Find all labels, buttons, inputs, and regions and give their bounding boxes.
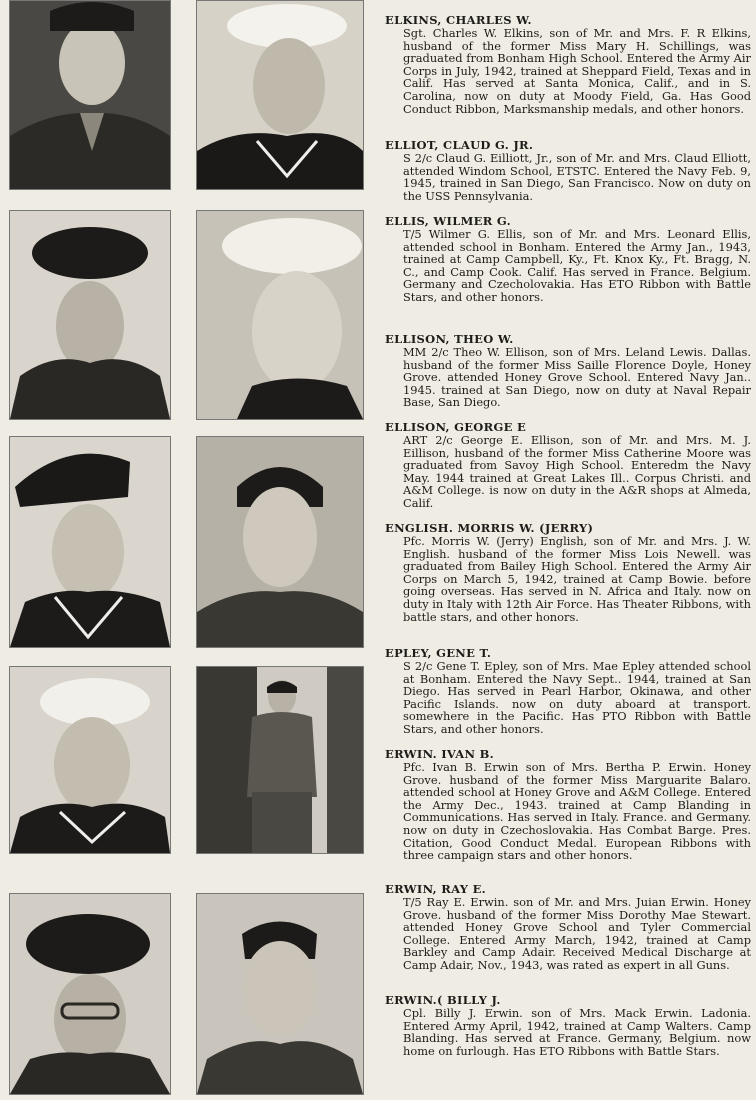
bio-text: S 2/c Claud G. Eilliott, Jr., son of Mr. and Mrs. Claud Elliott, attended Windom School, ETSTC. Entered the Navy Feb. 9, 1945, trained in San Diego, San Francisco. Now on duty on the USS Pennsylvania. (403, 151, 751, 203)
bio-name: ENGLISH. MORRIS W. (JERRY) (385, 521, 594, 535)
portrait-photo-ellison-george (9, 436, 171, 648)
bio-text: T/5 Ray E. Erwin. son of Mr. and Mrs. Juian Erwin. Honey Grove. husband of the former Miss Dorothy Mae Stewart. attended Honey Grove School and Tyler Commercial College. Entered Army March, 1942, trained at Camp Barkley and Camp Adair. Received Medical Discharge at Camp Adair, Nov., 1943, was rated as expert in all Guns. (403, 895, 751, 972)
portrait-photo-ellis (9, 210, 171, 420)
portrait-image (10, 894, 170, 1094)
bio-name: ELLIOT, CLAUD G. JR. (385, 138, 534, 152)
biographies-column (385, 10, 751, 1095)
bio-entry (385, 522, 751, 623)
portrait-image (197, 667, 363, 853)
portrait-photo-erwin-ivan (196, 666, 364, 854)
bio-name: ERWIN, RAY E. (385, 882, 486, 896)
bio-entry (385, 333, 751, 409)
portrait-photo-erwin-ray (9, 893, 171, 1095)
bio-text: S 2/c Gene T. Epley, son of Mrs. Mae Epley attended school at Bonham. Entered the Navy Sept.. 1944, trained at San Diego. Has served in Pearl Harbor, Okinawa, and other Pacific Islands. now on duty aboard at transport. somewhere in the Pacific. Has PTO Ribbon with Battle Stars, and other honors. (403, 659, 751, 736)
portrait-image (10, 437, 170, 647)
bio-entry (385, 14, 751, 115)
bio-name: ERWIN. IVAN B. (385, 747, 494, 761)
bio-text: Sgt. Charles W. Elkins, son of Mr. and Mrs. F. R Elkins, husband of the former Miss Mary H. Schillings, was graduated from Bonham High School. Entered the Army Air Corps in July, 1942, trained at Sheppard Field, Texas and in Calif. Has served at Santa Monica, Calif., and in S. Carolina, now on duty at Moody Field, Ga. Has Good Conduct Ribbon, Marksmanship medals, and other honors. (403, 26, 751, 116)
bio-text: Pfc. Morris W. (Jerry) English, son of Mr. and Mrs. J. W. English. husband of the former Miss Lois Newell. was graduated from Bailey High School. Entered the Army Air Corps on March 5, 1942, trained at Camp Bowie. before going overseas. Has served in N. Africa and Italy. now on duty in Italy with 12th Air Force. Has Theater Ribbons, with battle stars, and other honors. (403, 534, 751, 624)
bio-text: Cpl. Billy J. Erwin. son of Mrs. Mack Erwin. Ladonia. Entered Army April, 1942, trained at Camp Walters. Camp Blanding. Has served at France. Germany, Belgium. now home on furlough. Has ETO Ribbons with Battle Stars. (403, 1006, 751, 1058)
bio-name: ELKINS, CHARLES W. (385, 13, 532, 27)
bio-text: T/5 Wilmer G. Ellis, son of Mr. and Mrs. Leonard Ellis, attended school in Bonham. Entered the Army Jan., 1943, trained at Camp Campbell, Ky., Ft. Knox Ky., Ft. Bragg, N. C., and Camp Cook. Calif. Has served in France. Belgium. Germany and Czecholovakia. Has ETO Ribbon with Battle Stars, and other honors. (403, 227, 751, 304)
portrait-image (197, 211, 363, 419)
bio-name: EPLEY, GENE T. (385, 646, 492, 660)
bio-entry (385, 215, 751, 304)
portrait-photo-english (196, 436, 364, 648)
portrait-photo-epley (9, 666, 171, 854)
bio-entry (385, 139, 751, 202)
bio-name: ERWIN.( BILLY J. (385, 993, 501, 1007)
bio-name: ELLISON, THEO W. (385, 332, 514, 346)
portrait-photo-elkins (9, 0, 171, 190)
bio-entry (385, 883, 751, 972)
bio-entry (385, 748, 751, 862)
portrait-image (197, 1, 363, 189)
portrait-image (197, 437, 363, 647)
portrait-photo-elliot (196, 0, 364, 190)
portrait-image (197, 894, 363, 1094)
bio-text: Pfc. Ivan B. Erwin son of Mrs. Bertha P. Erwin. Honey Grove. husband of the former Miss Marguarite Balaro. attended school at Honey Grove and A&M College. Entered the Army Dec., 1943. trained at Camp Blanding in Communications. Has served in Italy. France. and Germany. now on duty in Czechoslovakia. Has Combat Barge. Pres. Citation, Good Conduct Medal. European Ribbons with three campaign stars and other honors. (403, 760, 751, 863)
portrait-photo-erwin-billy (196, 893, 364, 1095)
portrait-image (10, 667, 170, 853)
bio-text: ART 2/c George E. Ellison, son of Mr. and Mrs. M. J. Eillison, husband of the former Miss Catherine Moore was graduated from Savoy High School. Enteredm the Navy May. 1944 trained at Great Lakes Ill.. Corpus Christi. and A&M College. is now on duty in the A&R shops at Almeda, Calif. (403, 433, 751, 510)
bio-entry (385, 647, 751, 736)
bio-text: MM 2/c Theo W. Ellison, son of Mrs. Leland Lewis. Dallas. husband of the former Miss Saille Florence Doyle, Honey Grove. attended Honey Grove School. Entered Navy Jan.. 1945. trained at San Diego, now on duty at Naval Repair Base, San Diego. (403, 345, 751, 410)
portrait-image (10, 1, 170, 189)
bio-entry (385, 994, 751, 1057)
bio-name: ELLISON, GEORGE E (385, 420, 527, 434)
bio-name: ELLIS, WILMER G. (385, 214, 511, 228)
portrait-photo-ellison-theo (196, 210, 364, 420)
portrait-image (10, 211, 170, 419)
bio-entry (385, 421, 751, 510)
